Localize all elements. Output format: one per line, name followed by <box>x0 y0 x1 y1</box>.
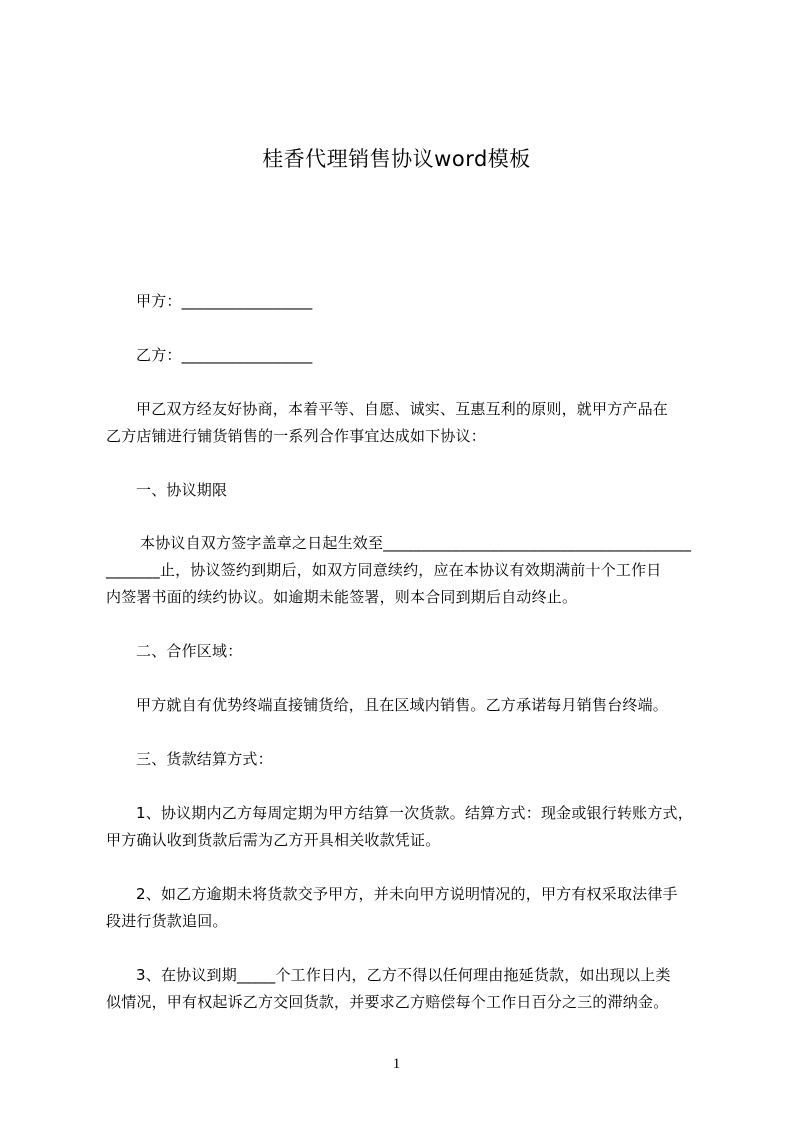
section-2-text: 甲方就自有优势终端直接铺货给，且在区域内销售。乙方承诺每月销售台终端。 <box>136 696 669 714</box>
party-b-line: 乙方：_________________ <box>136 346 313 364</box>
item-3-line-1: 3、在协议到期_____个工作日内，乙方不得以任何理由拖延货款，如出现以上类 <box>136 966 671 984</box>
item-1-line-1: 1、协议期内乙方每周定期为甲方结算一次货款。结算方式：现金或银行转账方式， <box>136 804 693 822</box>
item-1-line-2: 甲方确认收到货款后需为乙方开具相关收款凭证。 <box>106 831 441 849</box>
section-1-line-2: _______止，协议签约到期后，如双方同意续约，应在本协议有效期满前十个工作日 <box>106 561 662 579</box>
document-title: 桂香代理销售协议word模板 <box>262 147 531 171</box>
party-a-line: 甲方：_________________ <box>136 292 313 310</box>
item-2-line-1: 2、如乙方逾期未将货款交予甲方，并未向甲方说明情况的，甲方有权采取法律手 <box>136 885 678 903</box>
section-1-line-3: 内签署书面的续约协议。如逾期未能签署，则本合同到期后自动终止。 <box>106 588 578 606</box>
section-3-heading: 三、货款结算方式： <box>136 750 273 768</box>
section-2-heading: 二、合作区域： <box>136 642 243 660</box>
intro-line-2: 乙方店铺进行铺货销售的一系列合作事宜达成如下协议： <box>106 427 487 445</box>
item-3-line-2: 似情况，甲有权起诉乙方交回货款，并要求乙方赔偿每个工作日百分之三的滞纳金。 <box>106 993 669 1011</box>
intro-line-1: 甲乙双方经友好协商，本着平等、自愿、诚实、互惠互利的原则，就甲方产品在 <box>136 400 669 418</box>
item-2-line-2: 段进行货款追回。 <box>106 912 228 930</box>
section-1-heading: 一、协议期限 <box>136 481 228 499</box>
page-number: 1 <box>392 1056 401 1072</box>
section-1-line-1: 本协议自双方签字盖章之日起生效至________________________________________ <box>140 534 692 552</box>
